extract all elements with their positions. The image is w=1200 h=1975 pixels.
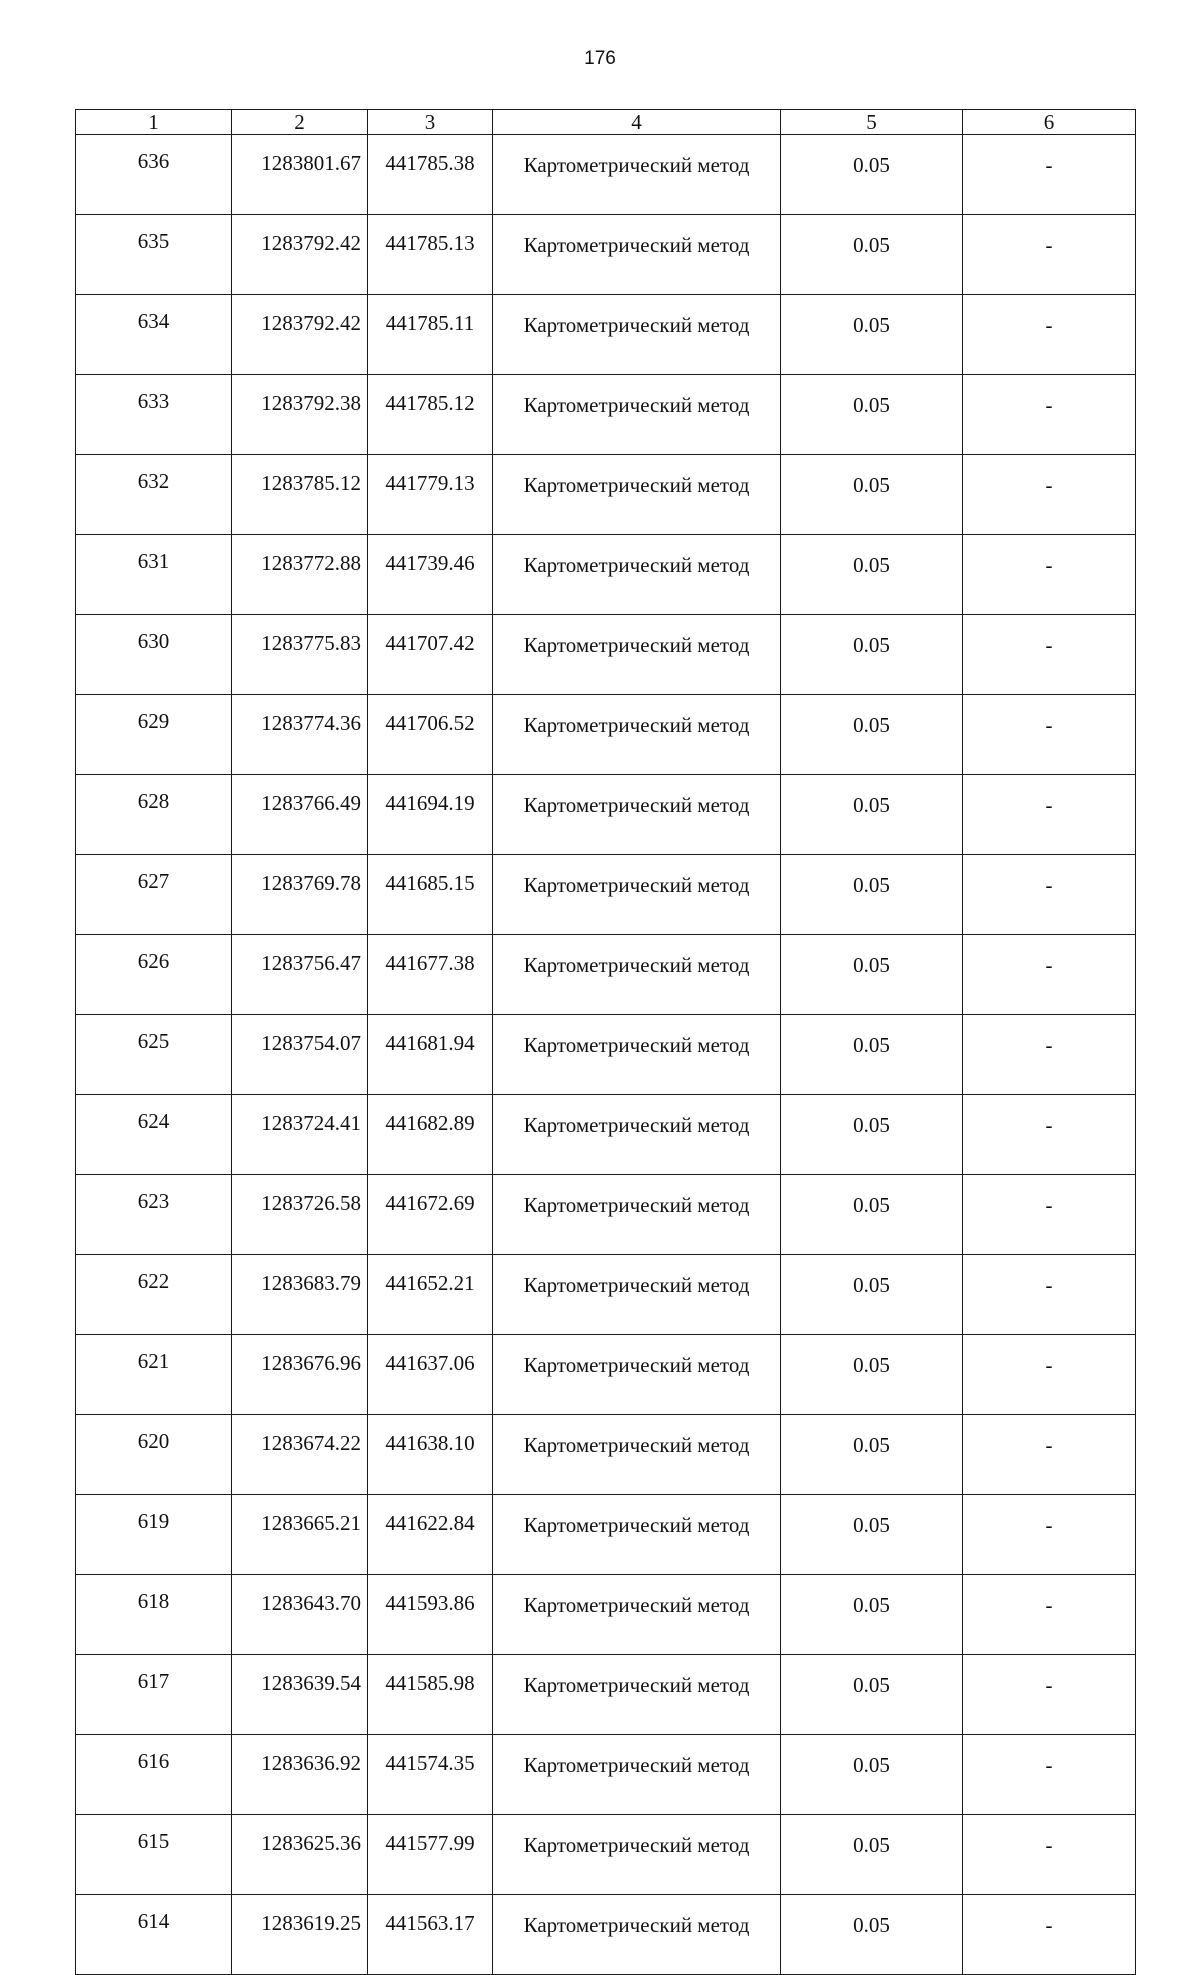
cell-y-coordinate: 441574.35 (368, 1735, 493, 1815)
cell-method: Картометрический метод (493, 775, 781, 855)
column-header-6: 6 (963, 110, 1136, 135)
table-row (76, 215, 1136, 295)
cell-note: - (963, 1415, 1136, 1495)
cell-note: - (963, 615, 1136, 695)
cell-x-coordinate: 1283766.49 (232, 775, 368, 855)
cell-y-coordinate: 441685.15 (368, 855, 493, 935)
cell-x-coordinate: 1283754.07 (232, 1015, 368, 1095)
cell-point-number: 627 (76, 855, 232, 935)
cell-y-coordinate: 441785.13 (368, 215, 493, 295)
cell-method: Картометрический метод (493, 535, 781, 615)
column-header-3: 3 (368, 110, 493, 135)
cell-y-coordinate: 441585.98 (368, 1655, 493, 1735)
cell-method: Картометрический метод (493, 1655, 781, 1735)
cell-y-coordinate: 441694.19 (368, 775, 493, 855)
cell-accuracy: 0.05 (781, 215, 963, 295)
cell-y-coordinate: 441682.89 (368, 1095, 493, 1175)
cell-point-number: 632 (76, 455, 232, 535)
cell-y-coordinate: 441637.06 (368, 1335, 493, 1415)
cell-accuracy: 0.05 (781, 1495, 963, 1575)
cell-note: - (963, 455, 1136, 535)
cell-y-coordinate: 441652.21 (368, 1255, 493, 1335)
cell-method: Картометрический метод (493, 1255, 781, 1335)
cell-point-number: 622 (76, 1255, 232, 1335)
cell-method: Картометрический метод (493, 455, 781, 535)
cell-note: - (963, 695, 1136, 775)
cell-point-number: 630 (76, 615, 232, 695)
cell-method: Картометрический метод (493, 615, 781, 695)
cell-y-coordinate: 441681.94 (368, 1015, 493, 1095)
cell-x-coordinate: 1283792.42 (232, 295, 368, 375)
cell-x-coordinate: 1283785.12 (232, 455, 368, 535)
cell-method: Картометрический метод (493, 1175, 781, 1255)
cell-accuracy: 0.05 (781, 615, 963, 695)
table-row (76, 1015, 1136, 1095)
cell-x-coordinate: 1283683.79 (232, 1255, 368, 1335)
table-row (76, 615, 1136, 695)
cell-accuracy: 0.05 (781, 135, 963, 215)
cell-method: Картометрический метод (493, 1735, 781, 1815)
cell-x-coordinate: 1283801.67 (232, 135, 368, 215)
cell-accuracy: 0.05 (781, 1255, 963, 1335)
cell-accuracy: 0.05 (781, 1895, 963, 1975)
cell-y-coordinate: 441785.38 (368, 135, 493, 215)
cell-accuracy: 0.05 (781, 375, 963, 455)
cell-point-number: 631 (76, 535, 232, 615)
cell-method: Картометрический метод (493, 1575, 781, 1655)
cell-x-coordinate: 1283665.21 (232, 1495, 368, 1575)
cell-point-number: 628 (76, 775, 232, 855)
cell-point-number: 615 (76, 1815, 232, 1895)
cell-method: Картометрический метод (493, 935, 781, 1015)
cell-note: - (963, 215, 1136, 295)
cell-y-coordinate: 441577.99 (368, 1815, 493, 1895)
table-row (76, 1335, 1136, 1415)
cell-accuracy: 0.05 (781, 1815, 963, 1895)
table-row (76, 375, 1136, 455)
cell-y-coordinate: 441785.12 (368, 375, 493, 455)
table-row (76, 775, 1136, 855)
cell-x-coordinate: 1283674.22 (232, 1415, 368, 1495)
cell-x-coordinate: 1283636.92 (232, 1735, 368, 1815)
table-row (76, 1655, 1136, 1735)
cell-method: Картометрический метод (493, 1815, 781, 1895)
cell-accuracy: 0.05 (781, 1095, 963, 1175)
column-header-2: 2 (232, 110, 368, 135)
cell-accuracy: 0.05 (781, 1655, 963, 1735)
cell-method: Картометрический метод (493, 855, 781, 935)
cell-point-number: 618 (76, 1575, 232, 1655)
table-row (76, 1495, 1136, 1575)
cell-method: Картометрический метод (493, 1335, 781, 1415)
cell-point-number: 616 (76, 1735, 232, 1815)
cell-point-number: 614 (76, 1895, 232, 1975)
cell-method: Картометрический метод (493, 215, 781, 295)
cell-x-coordinate: 1283726.58 (232, 1175, 368, 1255)
table-row (76, 455, 1136, 535)
cell-x-coordinate: 1283792.42 (232, 215, 368, 295)
column-header-5: 5 (781, 110, 963, 135)
table-row (76, 1415, 1136, 1495)
table-row (76, 1255, 1136, 1335)
cell-accuracy: 0.05 (781, 1735, 963, 1815)
cell-method: Картометрический метод (493, 1015, 781, 1095)
cell-accuracy: 0.05 (781, 1575, 963, 1655)
table-body (76, 135, 1136, 1975)
cell-note: - (963, 1735, 1136, 1815)
cell-method: Картометрический метод (493, 135, 781, 215)
cell-method: Картометрический метод (493, 1415, 781, 1495)
cell-point-number: 621 (76, 1335, 232, 1415)
cell-method: Картометрический метод (493, 375, 781, 455)
cell-x-coordinate: 1283775.83 (232, 615, 368, 695)
column-header-4: 4 (493, 110, 781, 135)
cell-point-number: 625 (76, 1015, 232, 1095)
cell-accuracy: 0.05 (781, 775, 963, 855)
cell-y-coordinate: 441563.17 (368, 1895, 493, 1975)
cell-x-coordinate: 1283774.36 (232, 695, 368, 775)
cell-method: Картометрический метод (493, 1095, 781, 1175)
cell-accuracy: 0.05 (781, 455, 963, 535)
cell-note: - (963, 935, 1136, 1015)
cell-point-number: 626 (76, 935, 232, 1015)
cell-accuracy: 0.05 (781, 535, 963, 615)
cell-y-coordinate: 441739.46 (368, 535, 493, 615)
cell-point-number: 635 (76, 215, 232, 295)
cell-accuracy: 0.05 (781, 295, 963, 375)
cell-point-number: 636 (76, 135, 232, 215)
cell-point-number: 634 (76, 295, 232, 375)
table-row (76, 695, 1136, 775)
cell-accuracy: 0.05 (781, 855, 963, 935)
page-number: 176 (584, 48, 616, 69)
cell-method: Картометрический метод (493, 295, 781, 375)
cell-x-coordinate: 1283792.38 (232, 375, 368, 455)
cell-note: - (963, 1895, 1136, 1975)
cell-note: - (963, 1495, 1136, 1575)
coordinates-table (75, 109, 1136, 1975)
table-row (76, 1815, 1136, 1895)
cell-y-coordinate: 441672.69 (368, 1175, 493, 1255)
cell-y-coordinate: 441677.38 (368, 935, 493, 1015)
cell-y-coordinate: 441706.52 (368, 695, 493, 775)
cell-y-coordinate: 441622.84 (368, 1495, 493, 1575)
cell-point-number: 629 (76, 695, 232, 775)
cell-note: - (963, 855, 1136, 935)
table-row (76, 935, 1136, 1015)
cell-x-coordinate: 1283676.96 (232, 1335, 368, 1415)
cell-note: - (963, 1655, 1136, 1735)
cell-note: - (963, 375, 1136, 455)
table-row (76, 535, 1136, 615)
cell-point-number: 617 (76, 1655, 232, 1735)
table-row (76, 1175, 1136, 1255)
cell-method: Картометрический метод (493, 695, 781, 775)
cell-accuracy: 0.05 (781, 1175, 963, 1255)
table-row (76, 1735, 1136, 1815)
cell-y-coordinate: 441593.86 (368, 1575, 493, 1655)
cell-note: - (963, 1815, 1136, 1895)
header-row (76, 110, 1136, 135)
cell-note: - (963, 295, 1136, 375)
cell-note: - (963, 1175, 1136, 1255)
cell-note: - (963, 775, 1136, 855)
cell-x-coordinate: 1283772.88 (232, 535, 368, 615)
cell-accuracy: 0.05 (781, 935, 963, 1015)
table-row (76, 295, 1136, 375)
cell-note: - (963, 1255, 1136, 1335)
cell-x-coordinate: 1283756.47 (232, 935, 368, 1015)
cell-y-coordinate: 441638.10 (368, 1415, 493, 1495)
table-row (76, 1575, 1136, 1655)
table-header (76, 110, 1136, 135)
cell-note: - (963, 1335, 1136, 1415)
column-header-1: 1 (76, 110, 232, 135)
cell-y-coordinate: 441779.13 (368, 455, 493, 535)
cell-y-coordinate: 441707.42 (368, 615, 493, 695)
cell-x-coordinate: 1283625.36 (232, 1815, 368, 1895)
cell-x-coordinate: 1283619.25 (232, 1895, 368, 1975)
cell-accuracy: 0.05 (781, 1415, 963, 1495)
table-row (76, 1895, 1136, 1975)
cell-accuracy: 0.05 (781, 1015, 963, 1095)
cell-point-number: 619 (76, 1495, 232, 1575)
table-row (76, 135, 1136, 215)
cell-accuracy: 0.05 (781, 1335, 963, 1415)
cell-y-coordinate: 441785.11 (368, 295, 493, 375)
cell-accuracy: 0.05 (781, 695, 963, 775)
cell-x-coordinate: 1283639.54 (232, 1655, 368, 1735)
cell-point-number: 620 (76, 1415, 232, 1495)
cell-note: - (963, 135, 1136, 215)
cell-point-number: 624 (76, 1095, 232, 1175)
cell-note: - (963, 1015, 1136, 1095)
cell-x-coordinate: 1283769.78 (232, 855, 368, 935)
table-row (76, 855, 1136, 935)
cell-method: Картометрический метод (493, 1495, 781, 1575)
cell-note: - (963, 1575, 1136, 1655)
cell-point-number: 633 (76, 375, 232, 455)
cell-note: - (963, 1095, 1136, 1175)
cell-x-coordinate: 1283643.70 (232, 1575, 368, 1655)
cell-x-coordinate: 1283724.41 (232, 1095, 368, 1175)
cell-method: Картометрический метод (493, 1895, 781, 1975)
table-row (76, 1095, 1136, 1175)
cell-point-number: 623 (76, 1175, 232, 1255)
cell-note: - (963, 535, 1136, 615)
